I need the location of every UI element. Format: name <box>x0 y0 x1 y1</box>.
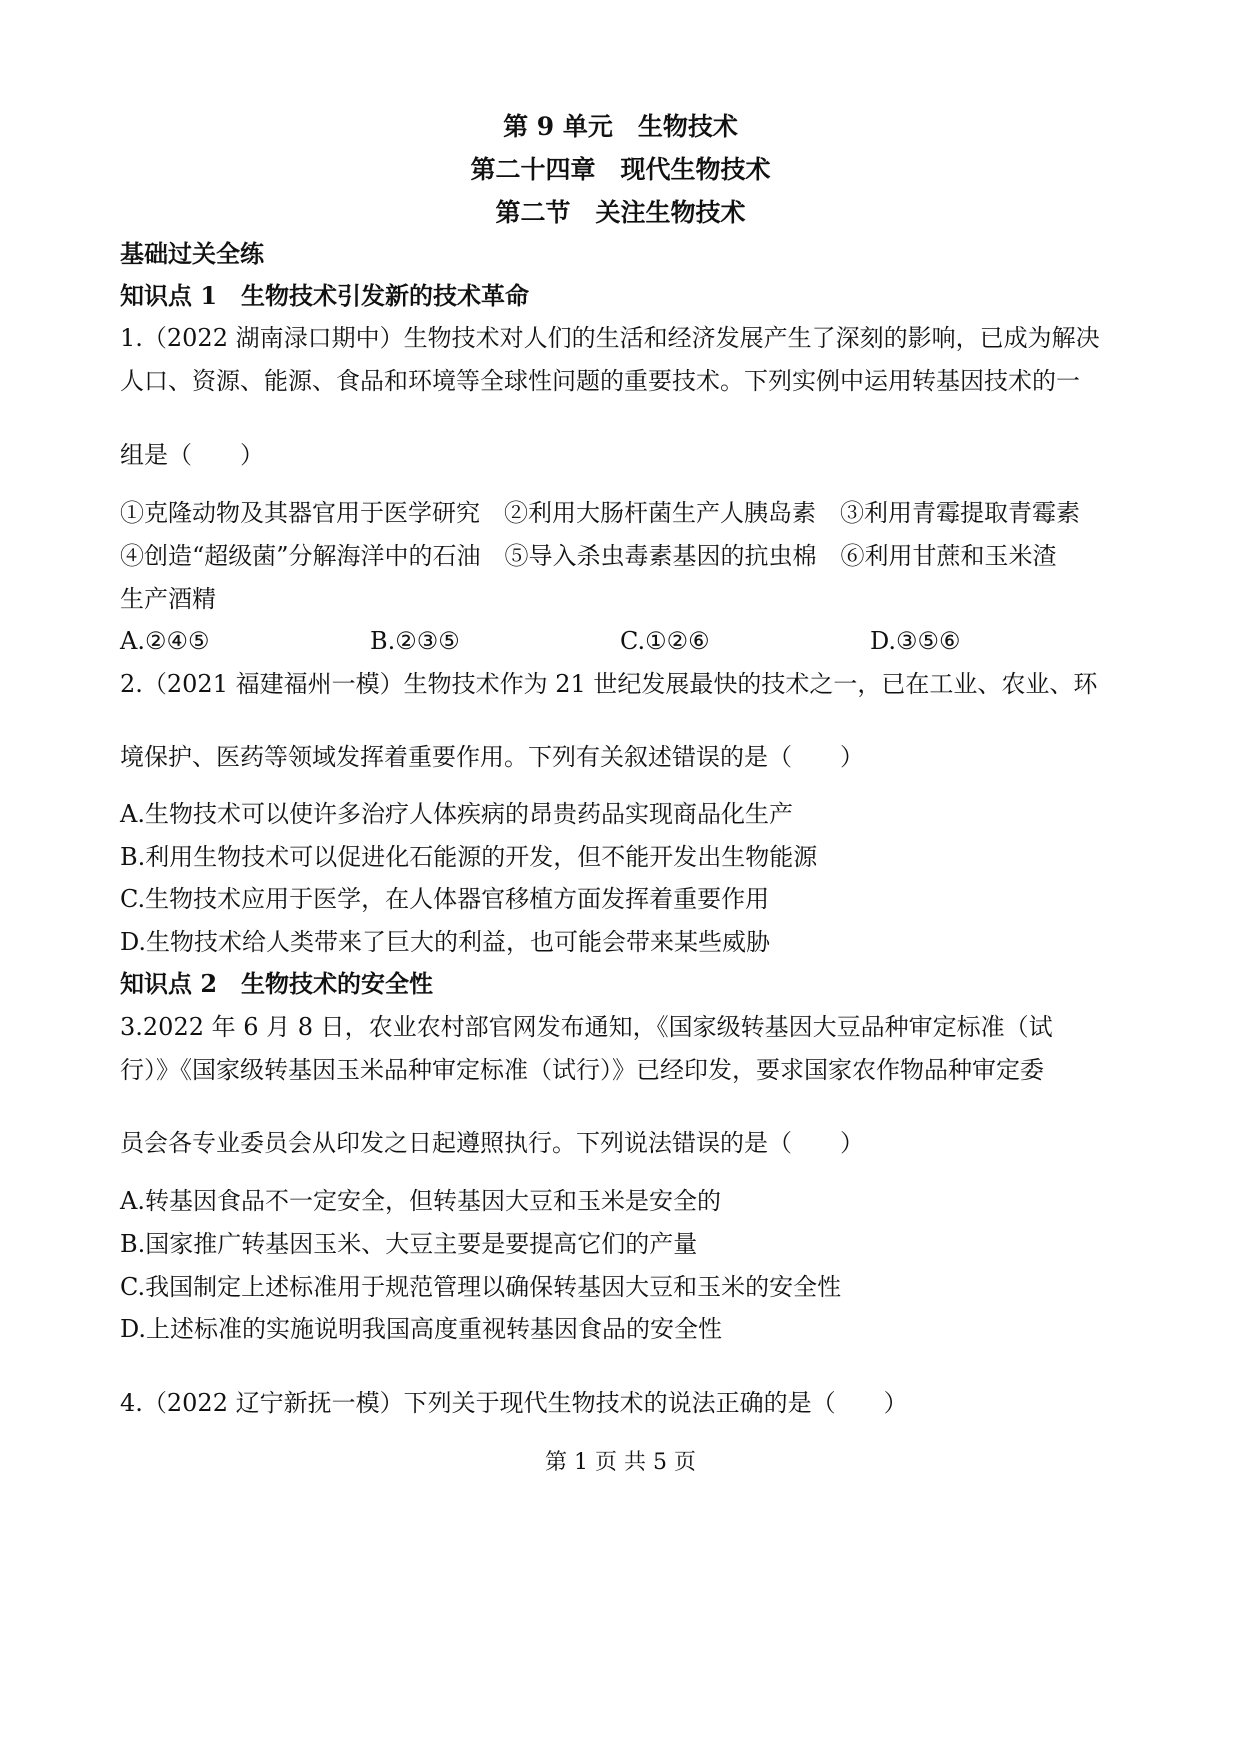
q3-option-b: B.国家推广转基因玉米、大豆主要是要提高它们的产量 <box>120 1230 698 1258</box>
q3-option-a: A.转基因食品不一定安全，但转基因大豆和玉米是安全的 <box>120 1187 721 1215</box>
q3-option-d: D.上述标准的实施说明我国高度重视转基因食品的安全性 <box>120 1315 723 1343</box>
q4-stem-line1: 4.（2022 辽宁新抚一模）下列关于现代生物技术的说法正确的是（ ） <box>120 1389 908 1417</box>
q1-items-line1: ①克隆动物及其器官用于医学研究 ②利用大肠杆菌生产人胰岛素 ③利用青霉提取青霉素 <box>120 499 1080 527</box>
knowledge-point-2: 知识点 2 生物技术的安全性 <box>120 969 434 998</box>
q1-items-line2: ④创造“超级菌”分解海洋中的石油 ⑤导入杀虫毒素基因的抗虫棉 ⑥利用甘蔗和玉米渣 <box>120 542 1057 570</box>
q2-option-a: A.生物技术可以使许多治疗人体疾病的昂贵药品实现商品化生产 <box>120 800 793 828</box>
unit-title: 第 9 单元 生物技术 <box>503 112 738 141</box>
q2-stem-line2: 境保护、医药等领域发挥着重要作用。下列有关叙述错误的是（ ） <box>120 743 864 771</box>
section-title: 第二节 关注生物技术 <box>495 198 746 227</box>
q1-items-line3: 生产酒精 <box>120 585 216 613</box>
q1-option-b: B.②③⑤ <box>370 627 460 655</box>
q3-stem-line1: 3.2022 年 6 月 8 日，农业农村部官网发布通知，《国家级转基因大豆品种审定标准（试 <box>120 1013 1053 1041</box>
q2-option-b: B.利用生物技术可以促进化石能源的开发，但不能开发出生物能源 <box>120 843 818 871</box>
q1-stem-line2: 人口、资源、能源、食品和环境等全球性问题的重要技术。下列实例中运用转基因技术的一 <box>120 367 1080 395</box>
q1-option-d: D.③⑤⑥ <box>870 627 961 655</box>
q2-option-c: C.生物技术应用于医学，在人体器官移植方面发挥着重要作用 <box>120 885 770 913</box>
q3-option-c: C.我国制定上述标准用于规范管理以确保转基因大豆和玉米的安全性 <box>120 1273 842 1301</box>
chapter-title: 第二十四章 现代生物技术 <box>470 155 771 184</box>
q1-option-c: C.①②⑥ <box>620 627 710 655</box>
q2-stem-line1: 2.（2021 福建福州一模）生物技术作为 21 世纪发展最快的技术之一，已在工业、农业、环 <box>120 670 1098 698</box>
q3-stem-line3: 员会各专业委员会从印发之日起遵照执行。下列说法错误的是（ ） <box>120 1129 864 1157</box>
q1-stem-line3: 组是（ ） <box>120 441 264 469</box>
q2-option-d: D.生物技术给人类带来了巨大的利益，也可能会带来某些威胁 <box>120 928 771 956</box>
q3-stem-line2: 行）》《国家级转基因玉米品种审定标准（试行）》已经印发，要求国家农作物品种审定委 <box>120 1056 1044 1084</box>
q1-option-a: A.②④⑤ <box>120 627 210 655</box>
knowledge-point-1: 知识点 1 生物技术引发新的技术革命 <box>120 281 530 310</box>
page-footer: 第 1 页 共 5 页 <box>545 1450 696 1475</box>
practice-heading: 基础过关全练 <box>120 239 264 268</box>
q1-stem-line1: 1.（2022 湖南渌口期中）生物技术对人们的生活和经济发展产生了深刻的影响，已成为解决 <box>120 324 1100 352</box>
